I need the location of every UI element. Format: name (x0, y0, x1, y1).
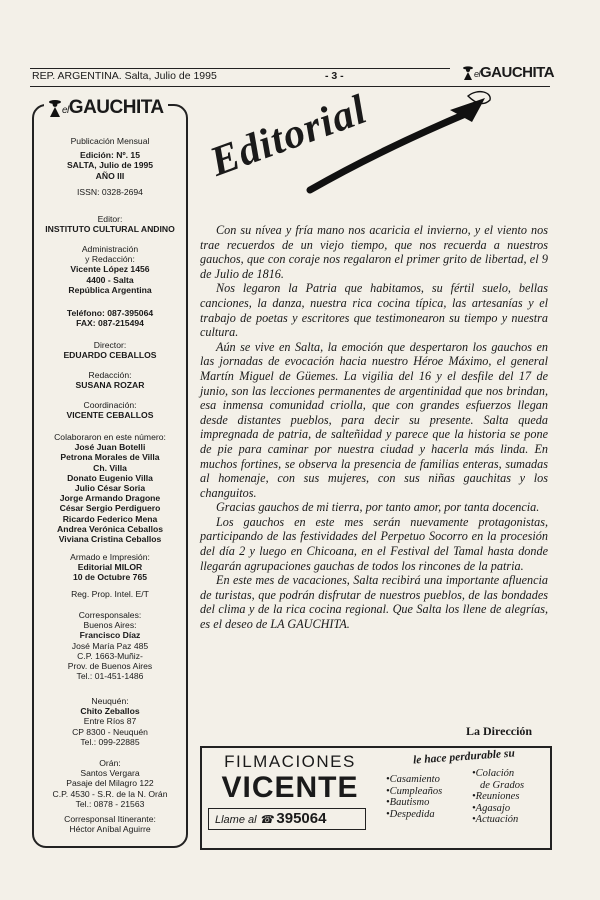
ad-slogan: le hace perdurable su (412, 747, 516, 767)
editorial-paragraph: Nos legaron la Patria que habitamos, su fértil suelo, bellas canciones, la danza, nuestra rica cocina típica, las artesanías y el trabajo de poetas y escritores que testimonearon su tiempo y nuestra cultura. (200, 281, 548, 340)
ad-brand-name: VICENTE (221, 771, 359, 804)
ad-headline: FILMACIONES (224, 752, 356, 771)
contact-info: Teléfono: 087-395064 FAX: 087-215494 (66, 308, 154, 329)
header-dateline: REP. ARGENTINA. Salta, Julio de 1995 (32, 70, 217, 82)
ad-phone-number: 395064 (276, 810, 327, 827)
editorial-body (200, 223, 548, 632)
editorial-paragraph: Gracias gauchos de mi tierra, por tanto amor, por tanta docencia. (216, 500, 540, 515)
masthead-box (32, 97, 188, 848)
publication-info: Publicación Mensual Edición: Nº. 15 SALTA, Julio de 1995 AÑO III ISSN: 0328-2694 (66, 136, 154, 197)
correspondents-buenos-aires: Corresponsales: Buenos Aires: Francisco Díaz José María Paz 485 C.P. 1663-Muñiz- Prov. de Buenos Aires Tel.: 01-451-1486 (67, 610, 153, 682)
ad-phone-box: Llame al ☎ 395064 (208, 808, 366, 830)
editorial-title: Editorial (204, 86, 374, 186)
editorial-paragraph: Los gauchos en este mes serán nuevamente protagonistas, participando de las festividades del Perpetuo Socorro en la procesión del día 2 y luego en Chicoana, en el Festival del Tamal hasta donde llegarán agrupaciones gauchas de todos los rincones de la patria. (200, 514, 548, 573)
header-rule (30, 68, 450, 69)
editor-info: Editor: INSTITUTO CULTURAL ANDINO (45, 214, 175, 235)
telephone-icon: ☎ (259, 814, 274, 826)
services-left: •Casamiento •Cumpleaños •Bautismo •Despedida (386, 774, 443, 820)
director-info: Director: EDUARDO CEBALLOS (63, 340, 157, 361)
itinerant-correspondent: Corresponsal Itinerante: Héctor Aníbal Aguirre (64, 814, 156, 835)
gaucho-figure-icon (462, 65, 474, 81)
correspondents-neuquen: Neuquén: Chito Zeballos Entre Ríos 87 CP 8300 - Neuquén Tel.: 099-22885 (72, 696, 148, 747)
filmaciones-advertisement (200, 746, 552, 850)
gaucho-figure-icon (48, 98, 62, 118)
page-number: - 3 - (325, 70, 344, 82)
editorial-paragraph: Aún se vive en Salta, la emoción que despertaron los gauchos en las jornadas de evocación hacia nuestro Héroe Máximo, el general Martín Miguel de Güemes. La vigilia del 16 y el desfile del 17 de junio, son las lecciones permanentes de argentinidad que nos brindan, esa inmensa comunidad criolla, que con grandes esfuerzos llegan desde distantes pueblos, para decir su presente. Salta queda impregnada de patria, de salteñidad y parece que la historia se pone de pie para caminar por nuestra ciudad y hacerla más linda. En muchos fortines, se observa la presencia de familias enteras, sumadas al homenaje, con sus mujeres, con sus niñas gauchitas y los changuitos. (200, 339, 548, 500)
editorial-paragraph: Con su nívea y fría mano nos acaricia el invierno, y el viento nos trae recuerdos de un viejo tiempo, que nos recuerda a nuestros gauchos, que con coraje nos regalaron el primer grito de libertad, el 9 de Julio de 1816. (200, 223, 548, 281)
editorial-paragraph: En este mes de vacaciones, Salta recibirá una importante afluencia de turistas, que podrán disfrutar de nuestros pueblos, de las bondades del clima y de la rica cocina regional. Que Salta los llene de alegrías, es el deseo de LA GAUCHITA. (200, 573, 548, 632)
editorial-signature: La Dirección (466, 724, 533, 738)
services-right: •Colación de Grados •Reuniones •Agasajo •Actuación (472, 768, 525, 825)
header-rule-bottom (30, 86, 550, 87)
coordination-info: Coordinación: VICENTE CEBALLOS (66, 400, 154, 421)
administration-info: Administración y Redacción: Vicente López 1456 4400 - Salta República Argentina (68, 244, 152, 295)
collaborators-list: Colaboraron en este número: José Juan Botelli Petrona Morales de Villa Ch. Villa Donato Eugenio Villa Julio César Soria Jorge Armando Dragone César Sergio Perdiguero Ricardo Federico Mena Andrea Verónica Ceballos Viviana Cristina Ceballos (54, 432, 166, 545)
ad-brand (208, 752, 372, 842)
redaccion-info: Redacción: SUSANA ROZAR (75, 370, 145, 391)
ad-services (382, 747, 546, 825)
masthead-logo: elGAUCHITA (44, 98, 168, 118)
correspondents-oran: Orán: Santos Vergara Pasaje del Milagro 122 C.P. 4530 - S.R. de la N. Orán Tel.: 0878 - 21563 (52, 758, 168, 809)
header-logo: elGAUCHITA (462, 64, 554, 81)
printing-info: Armado e Impresión: Editorial MILOR 10 de Octubre 765 Reg. Prop. Intel. E/T (70, 552, 150, 599)
